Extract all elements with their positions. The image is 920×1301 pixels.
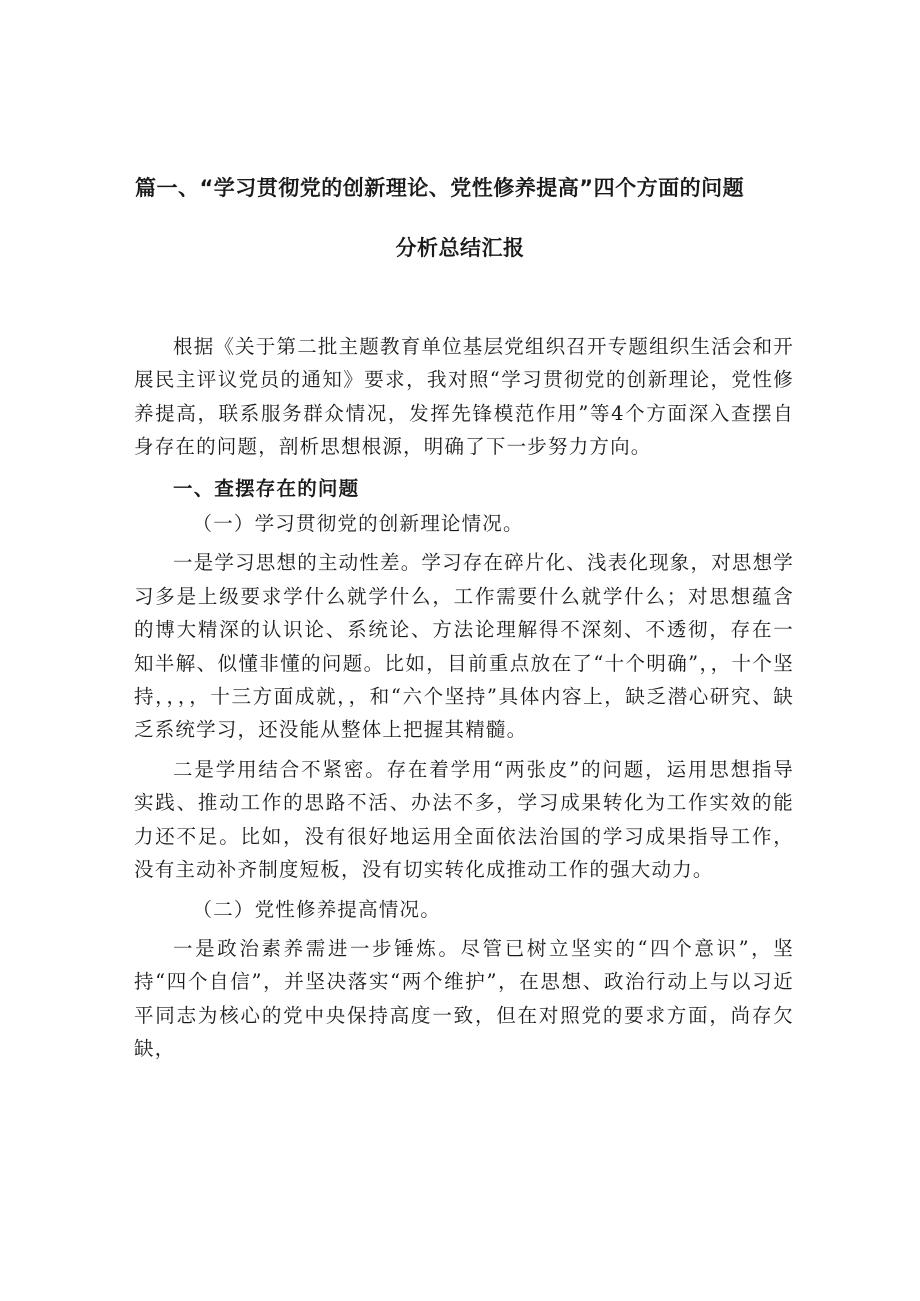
subsection-heading-1: （一）学习贯彻党的创新理论情况。: [192, 512, 524, 536]
section-heading-1: 一、查摆存在的问题: [173, 476, 360, 500]
paragraph-study-application: 二是学用结合不紧密。存在着学用“两张皮”的问题，运用思想指导实践、推动工作的思路不活、办法不多，学习成果转化为工作实效的能力还不足。比如，没有很好地运用全面依法治国的学习成果指导工作，没有主动补齐制度短板，没有切实转化成推动工作的强大动力。: [134, 757, 794, 882]
document-title-continued: 分析总结汇报: [395, 236, 525, 260]
document-body: [134, 330, 794, 1066]
paragraph-study-initiative: 一是学习思想的主动性差。学习存在碎片化、浅表化现象，对思想学习多是上级要求学什么就学什么，工作需要什么就学什么；对思想蕴含的博大精深的认识论、系统论、方法论理解得不深刻、不透彻，存在一知半解、似懂非懂的问题。比如，目前重点放在了“十个明确”，，十个坚持，，，，十三方面成就，，和“六个坚持”具体内容上，缺乏潜心研究、缺乏系统学习，还没能从整体上把握其精髓。: [134, 551, 795, 742]
subsection-heading-2: （二）党性修养提高情况。: [192, 897, 441, 921]
document-title: 篇一、“学习贯彻党的创新理论、党性修养提高”四个方面的问题: [135, 176, 745, 200]
intro-paragraph: 根据《关于第二批主题教育单位基层党组织召开专题组织生活会和开展民主评议党员的通知》要求，我对照“学习贯彻党的创新理论，党性修养提高，联系服务群众情况，发挥先锋模范作用”等4个方面深入查摆自身存在的问题，剖析思想根源，明确了下一步努力方向。: [134, 335, 795, 459]
paragraph-political-literacy: 一是政治素养需进一步锤炼。尽管已树立坚实的“四个意识”，坚持“四个自信”，并坚决落实“两个维护”，在思想、政治行动上与以习近平同志为核心的党中央保持高度一致，但在对照党的要求方面，尚存欠缺，: [134, 936, 794, 1061]
